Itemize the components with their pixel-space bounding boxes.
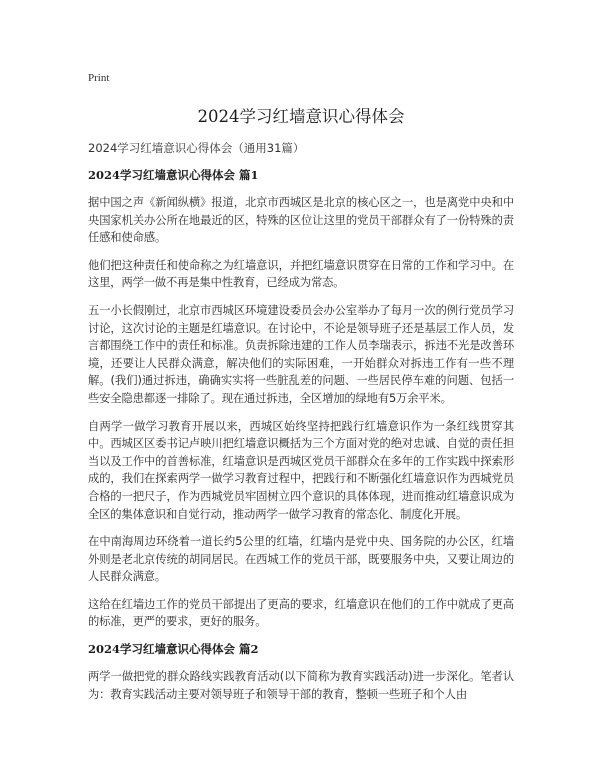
document-title: 2024学习红墙意识心得体会 xyxy=(197,107,405,126)
section-heading: 2024学习红墙意识心得体会 篇1 xyxy=(88,168,259,182)
section-1 xyxy=(88,166,514,631)
document-page xyxy=(88,60,514,703)
paragraph: 据中国之声《新闻纵横》报道，北京市西城区是北京的核心区之一，也是离党中央和中央国家机关办公所在地最近的区，特殊的区位让这里的党员干部群众有了一份特殊的责任感和使命感。 xyxy=(88,196,514,245)
document-subtitle: 2024学习红墙意识心得体会（通用31篇） xyxy=(88,141,305,155)
section-heading: 2024学习红墙意识心得体会 篇2 xyxy=(88,642,259,657)
paragraph: 两学一做把党的群众路线实践教育活动(以下简称为教育实践活动)进一步深化。笔者认为：教育实践活动主要对领导班子和领导干部的教育，整顿一些班子和个人由 xyxy=(88,670,514,701)
print-label[interactable]: Print xyxy=(88,72,110,84)
paragraph: 这给在红墙边工作的党员干部提出了更高的要求，红墙意识在他们的工作中就成了更高的标准，更严的要求，更好的服务。 xyxy=(88,597,514,629)
paragraph: 自两学一做学习教育开展以来，西城区始终坚持把践行红墙意识作为一条红线贯穿其中。西城区区委书记卢映川把红墙意识概括为三个方面对党的绝对忠诚、自觉的责任担当以及工作中的首善标准，红墙意识是西城区党员干部群众在多年的工作实践中探索形成的，我们在探索两学一做学习教育过程中，把践行和不断强化红墙意识作为西城党员合格的一把尺子，作为西城党员牢固树立四个意识的具体体现，进而推动红墙意识成为全区的集体意识和自觉行动，推动两学一做学习教育的常态化、制度化开展。 xyxy=(88,419,514,521)
section-2 xyxy=(88,640,514,703)
paragraph: 在中南海周边环绕着一道长约5公里的红墙，红墙内是党中央、国务院的办公区，红墙外则是老北京传统的胡同居民。在西城工作的党员干部，既要服务中央，又要让周边的人民群众满意。 xyxy=(88,535,514,584)
paragraph: 他们把这种责任和使命称之为红墙意识，并把红墙意识贯穿在日常的工作和学习中。在这里，两学一做不再是集中性教育，已经成为常态。 xyxy=(88,258,514,290)
paragraph: 五一小长假刚过，北京市西城区环境建设委员会办公室举办了每月一次的例行党员学习讨论，这次讨论的主题是红墙意识。在讨论中，不论是领导班子还是基层工作人员，发言都围绕工作中的责任和标准。负责拆除违建的工作人员李瑞表示，拆违不光是改善环境，还要让人民群众满意，解决他们的实际困难，一开始群众对拆违工作有一些不理解。(我们)通过拆违，确确实实将一些脏乱差的问题、一些居民停车难的问题、包括一些安全隐患都逐一排除了。现在通过拆违，全区增加的绿地有5万余平米。 xyxy=(88,303,514,405)
